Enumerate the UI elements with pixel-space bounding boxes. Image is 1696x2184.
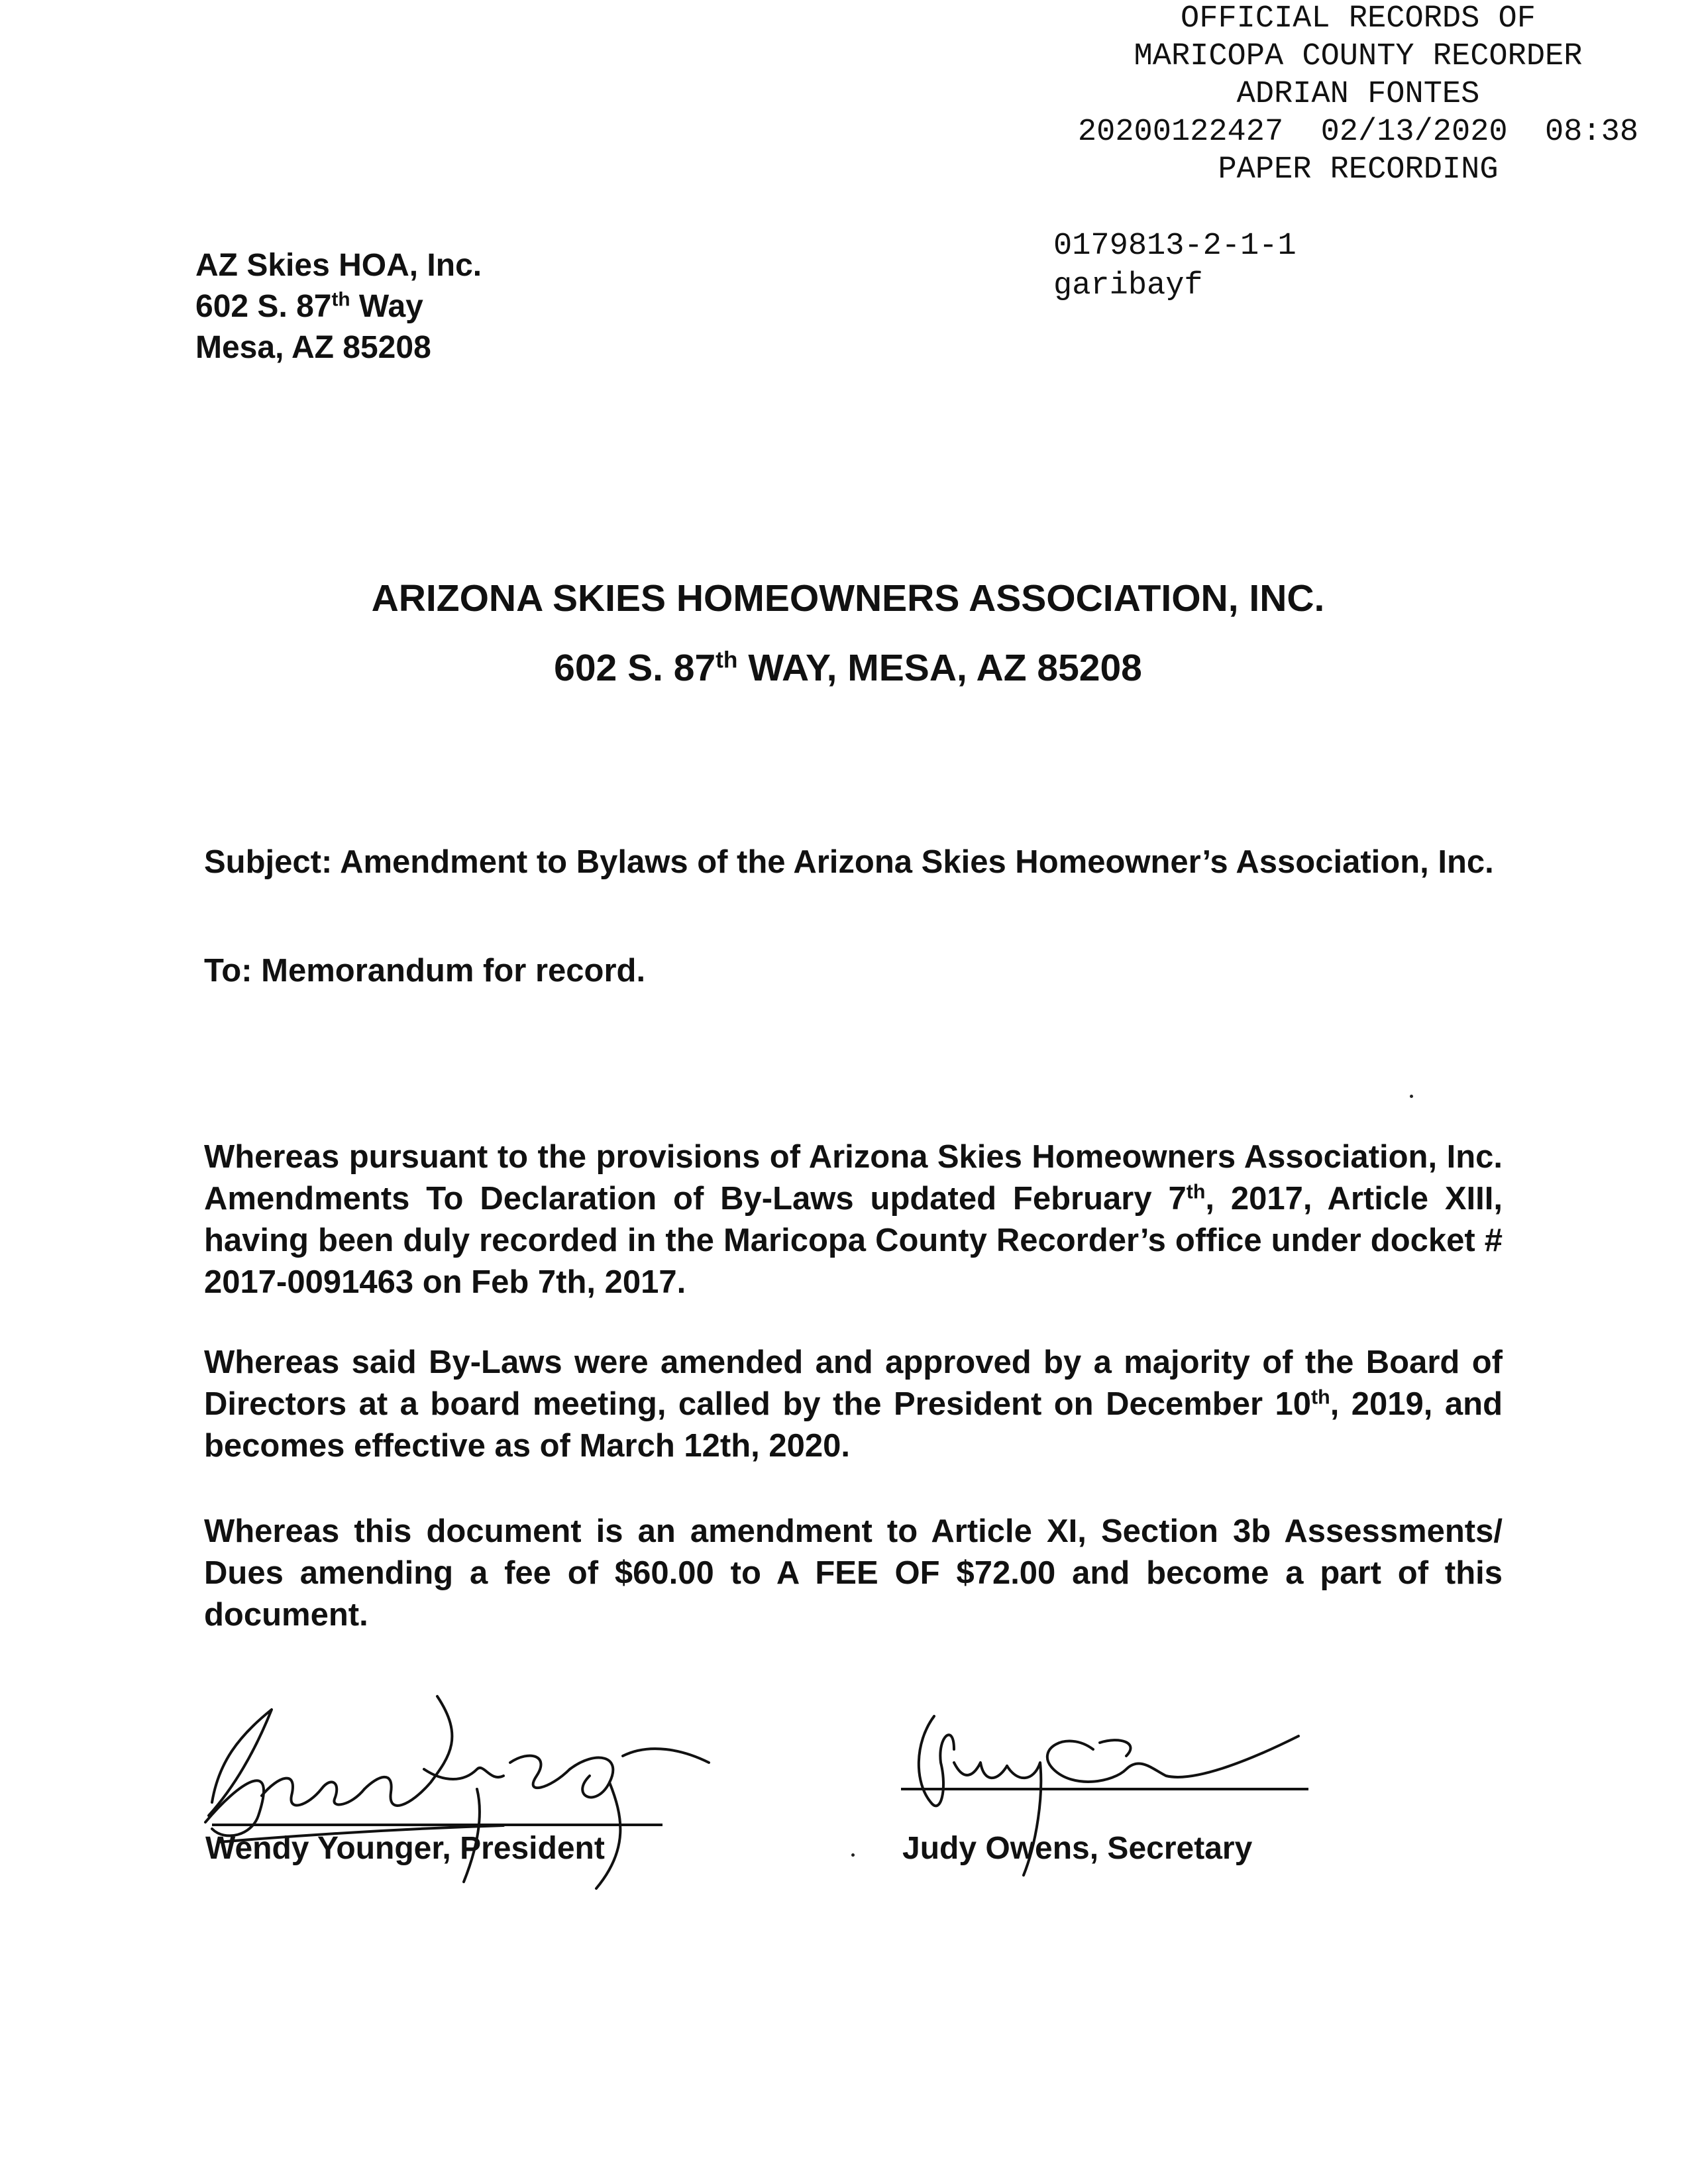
ordinal-suffix: th [1311,1386,1330,1409]
paragraph-fee-amendment: Whereas this document is an amendment to Article XI, Section 3b Assessments/ Dues amending a fee of $60.00 to A FEE OF $72.00 and become a part of this document. [204,1513,1503,1633]
recorder-stamp [1034,0,1683,189]
street-number: 602 S. 87 [195,289,332,324]
paragraph-text: , 2019, and becomes effective as of March 12th, 2020. [204,1386,1503,1464]
document-title: ARIZONA SKIES HOMEOWNERS ASSOCIATION, INC. [371,577,1325,620]
association-address [0,646,1696,690]
ordinal-suffix: th [1186,1180,1206,1203]
to-line: To: Memorandum for record. [204,953,646,989]
return-address-street [195,286,482,327]
president-name-title: Wendy Younger, President [205,1831,605,1866]
address-rest: WAY, MESA, AZ 85208 [737,647,1142,689]
recorder-stamp-line: MARICOPA COUNTY RECORDER [1134,39,1583,74]
recorder-stamp-line: OFFICIAL RECORDS OF [1181,1,1536,36]
return-address [195,245,482,368]
subject-line: Subject: Amendment to Bylaws of the Arizona Skies Homeowner’s Association, Inc. [204,844,1494,880]
secretary-name-title: Judy Owens, Secretary [902,1831,1253,1866]
document-identifiers [1053,227,1297,306]
paragraph-board-approval [204,1342,1503,1467]
street-name: Way [350,289,423,324]
stray-mark [851,1853,855,1857]
president-signature [199,1683,742,1902]
recording-number-date-time: 20200122427 02/13/2020 08:38 [1077,115,1639,150]
recorder-stamp-line: ADRIAN FONTES [1236,77,1480,112]
recording-type: PAPER RECORDING [1218,152,1499,188]
return-address-city: Mesa, AZ 85208 [195,330,431,365]
paragraph-text: Whereas said By-Laws were amended and approved by a majority of the Board of Directors at a board meeting, called by the President on December 10 [204,1344,1503,1422]
secretary-signature-line [901,1788,1308,1790]
paragraph-text: Whereas pursuant to the provisions of Arizona Skies Homeowners Association, Inc. Amendments To Declaration of By-Laws updated February 7 [204,1139,1503,1217]
ordinal-suffix: th [716,647,738,673]
ordinal-suffix: th [331,288,350,311]
stray-mark [1410,1095,1413,1098]
paragraph-text: , 2017, Article XIII, having been duly recorded in the Maricopa County Recorder’s office under docket # 2017-0091463 on Feb 7th, 2017. [204,1181,1503,1300]
return-address-name: AZ Skies HOA, Inc. [195,248,482,283]
address-number: 602 S. 87 [554,647,716,689]
paragraph-recording-reference [204,1136,1503,1303]
president-signature-line [212,1824,662,1826]
document-code: 0179813-2-1-1 [1053,229,1297,264]
clerk-id: garibayf [1053,268,1203,303]
